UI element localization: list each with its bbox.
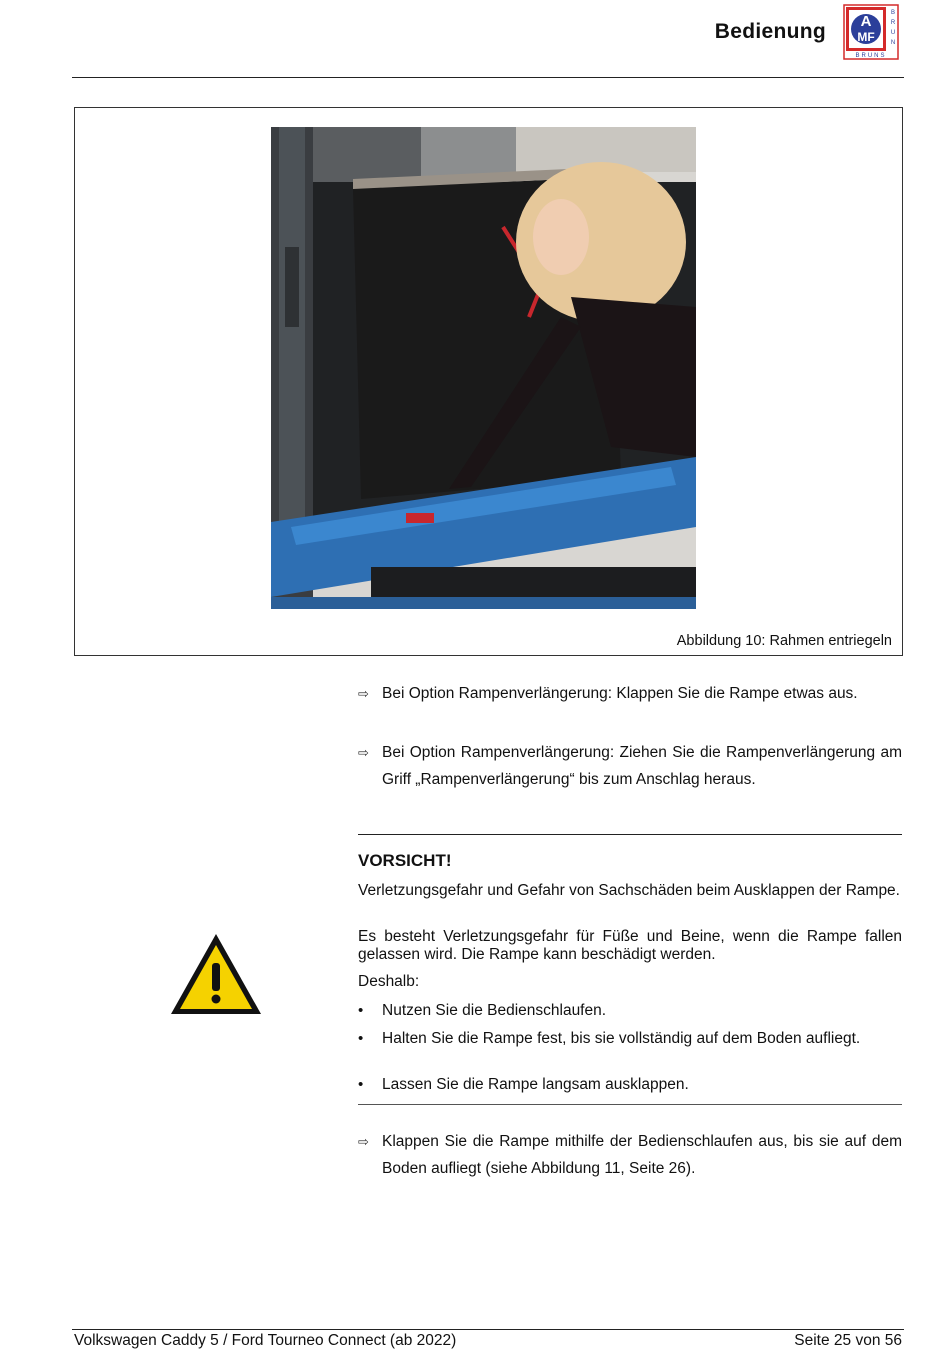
instruction-step xyxy=(358,681,902,708)
instruction-text: Klappen Sie die Rampe mithilfe der Bedienschlaufen aus, bis sie auf dem Boden aufliegt (siehe Abbildung 11, Seite 26). xyxy=(382,1133,902,1177)
caution-bullet xyxy=(358,1030,902,1048)
arrow-right-icon: ⇨ xyxy=(358,1134,369,1149)
caution-divider-top xyxy=(358,834,902,835)
footer-divider xyxy=(72,1329,904,1330)
ramp-unlock-photo xyxy=(271,127,696,609)
instruction-step xyxy=(358,1129,902,1182)
footer-document-title: Volkswagen Caddy 5 / Ford Tourneo Connect (ab 2022) xyxy=(74,1332,457,1349)
svg-text:U: U xyxy=(890,30,896,36)
bullet-dot-icon: • xyxy=(358,1076,364,1093)
svg-text:R: R xyxy=(890,20,896,26)
bullet-text: Nutzen Sie die Bedienschlaufen. xyxy=(382,1002,607,1019)
bullet-dot-icon: • xyxy=(358,1002,364,1019)
amf-bruns-logo xyxy=(843,4,899,60)
warning-triangle-icon xyxy=(168,931,264,1017)
arrow-right-icon: ⇨ xyxy=(358,745,369,760)
bullet-dot-icon: • xyxy=(358,1030,364,1047)
svg-text:B: B xyxy=(890,10,896,16)
arrow-right-icon: ⇨ xyxy=(358,686,369,701)
svg-text:N: N xyxy=(890,40,896,46)
bullet-text: Lassen Sie die Rampe langsam ausklappen. xyxy=(382,1076,689,1093)
caution-bullet xyxy=(358,1002,902,1020)
svg-text:BRUNS: BRUNS xyxy=(855,53,887,59)
instruction-text: Bei Option Rampenverlängerung: Ziehen Sie die Rampenverlängerung am Griff „Rampenverlängerung“ bis zum Anschlag heraus. xyxy=(382,744,902,788)
bullet-text: Halten Sie die Rampe fest, bis sie vollständig auf dem Boden aufliegt. xyxy=(382,1030,861,1047)
caution-bullet xyxy=(358,1076,902,1094)
caution-divider-bottom xyxy=(358,1104,902,1105)
instruction-step xyxy=(358,740,902,793)
caution-paragraph: Es besteht Verletzungsgefahr für Füße und Beine, wenn die Rampe fallen gelassen wird. Die Rampe kann beschädigt werden. xyxy=(358,928,902,963)
header-divider xyxy=(72,77,904,78)
footer-page-number: Seite 25 von 56 xyxy=(794,1332,902,1349)
page-header-title: Bedienung xyxy=(714,20,826,43)
caution-paragraph: Verletzungsgefahr und Gefahr von Sachschäden beim Ausklappen der Rampe. xyxy=(358,882,900,899)
svg-text:MF: MF xyxy=(857,30,875,44)
caution-heading: VORSICHT! xyxy=(358,851,452,870)
svg-text:A: A xyxy=(860,13,872,30)
figure-caption: Abbildung 10: Rahmen entriegeln xyxy=(676,633,892,649)
caution-paragraph: Deshalb: xyxy=(358,973,420,990)
instruction-text: Bei Option Rampenverlängerung: Klappen Sie die Rampe etwas aus. xyxy=(382,685,858,702)
